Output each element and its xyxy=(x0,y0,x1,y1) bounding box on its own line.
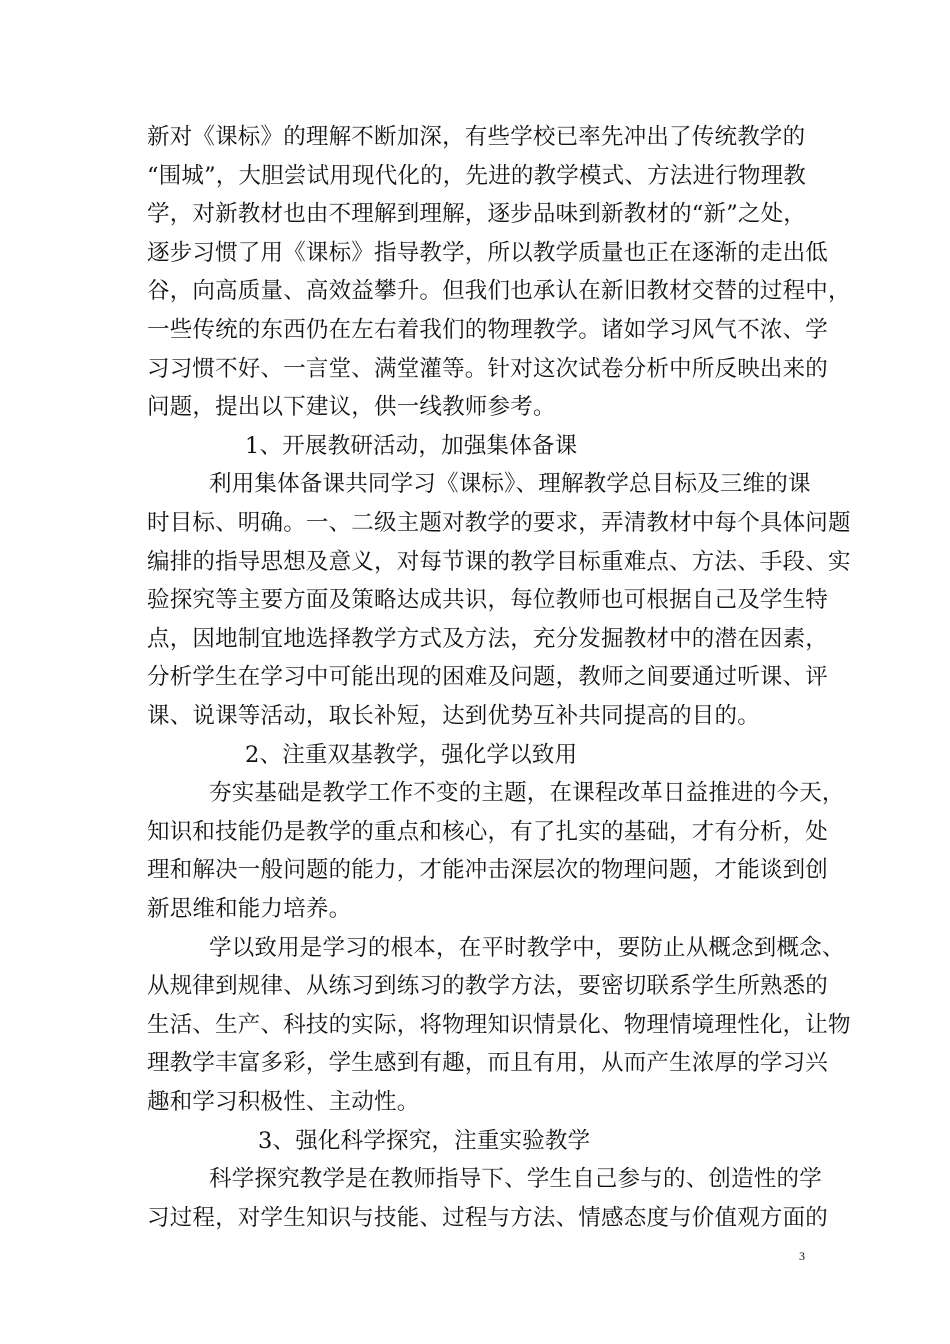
body-text-line: 问题，提出以下建议，供一线教师参考。 xyxy=(147,394,556,421)
body-text-line: 分析学生在学习中可能出现的困难及问题，教师之间要通过听课、评 xyxy=(147,664,829,691)
body-text-line: 趣和学习积极性、主动性。 xyxy=(147,1089,420,1115)
body-text-line: 学，对新教材也由不理解到理解，逐步品味到新教材的“新”之处， xyxy=(147,201,807,228)
body-text-line: 编排的指导思想及意义，对每节课的教学目标重难点、方法、手段、实 xyxy=(147,548,851,575)
body-text-line: 科学探究教学是在教师指导下、学生自己参与的、创造性的学 xyxy=(209,1166,822,1193)
section-heading: 2、注重双基教学，强化学以致用 xyxy=(245,741,578,768)
body-text-line: 生活、生产、科技的实际，将物理知识情景化、物理情境理性化，让物 xyxy=(147,1011,851,1038)
body-text-line: 验探究等主要方面及策略达成共识，每位教师也可根据自己及学生特 xyxy=(147,587,829,614)
body-text-line: 时目标、明确。一、二级主题对教学的要求，弄清教材中每个具体问题 xyxy=(147,510,851,536)
body-text-line: 谷，向高质量、高效益攀升。但我们也承认在新旧教材交替的过程中， xyxy=(147,278,851,305)
body-text-line: 知识和技能仍是教学的重点和核心，有了扎实的基础，才有分析，处 xyxy=(147,818,829,845)
body-text-line: 习过程，对学生知识与技能、过程与方法、情感态度与价值观方面的 xyxy=(147,1204,829,1231)
body-text-line: 逐步习惯了用《课标》指导教学，所以教学质量也正在逐渐的走出低 xyxy=(147,239,829,266)
body-text-line: 学以致用是学习的根本，在平时教学中，要防止从概念到概念、 xyxy=(209,934,845,961)
body-text-line: 从规律到规律、从练习到练习的教学方法，要密切联系学生所熟悉的 xyxy=(147,973,829,1000)
body-text-line: 夯实基础是教学工作不变的主题，在课程改革日益推进的今天， xyxy=(209,780,845,807)
page-number: 3 xyxy=(799,1249,805,1263)
body-text-line: 理教学丰富多彩，学生感到有趣，而且有用，从而产生浓厚的学习兴 xyxy=(147,1050,829,1077)
body-text-line: 理和解决一般问题的能力，才能冲击深层次的物理问题，才能谈到创 xyxy=(147,857,829,884)
body-text-line: 一些传统的东西仍在左右着我们的物理教学。诸如学习风气不浓、学 xyxy=(147,317,829,343)
body-text-line: 习习惯不好、一言堂、满堂灌等。针对这次试卷分析中所反映出来的 xyxy=(147,355,829,382)
section-heading: 3、强化科学探究，注重实验教学 xyxy=(258,1127,591,1154)
body-text-line: 课、说课等活动，取长补短，达到优势互补共同提高的目的。 xyxy=(147,703,760,729)
body-text-line: “围城”，大胆尝试用现代化的，先进的教学模式、方法进行物理教 xyxy=(147,162,807,189)
body-text-line: 点，因地制宜地选择教学方式及方法，充分发掘教材中的潜在因素， xyxy=(147,625,829,652)
body-text-line: 利用集体备课共同学习《课标》、理解教学总目标及三维的课 xyxy=(209,471,811,498)
body-text-line: 新对《课标》的理解不断加深，有些学校已率先冲出了传统教学的 xyxy=(147,124,806,150)
body-text-line: 新思维和能力培养。 xyxy=(147,896,352,922)
section-heading: 1、开展教研活动，加强集体备课 xyxy=(245,432,578,459)
